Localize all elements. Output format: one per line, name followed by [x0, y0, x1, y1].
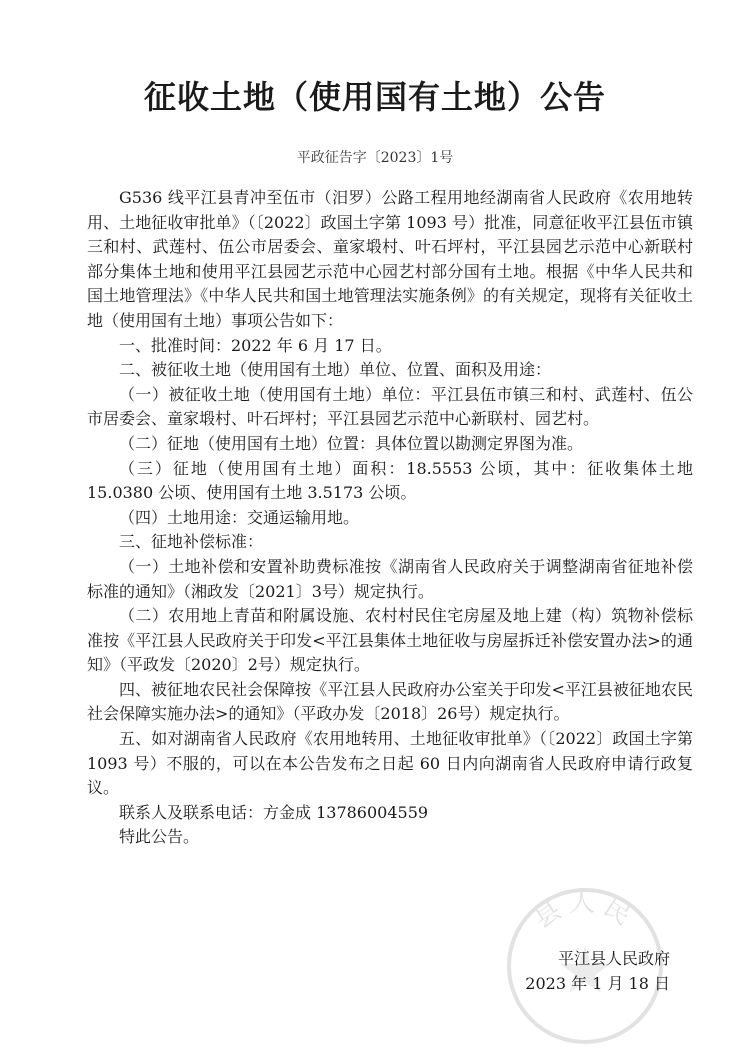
paragraph-land-location: （二）征地（使用国有土地）位置：具体位置以勘测定界图为准。: [119, 433, 584, 453]
paragraph-intro: G536 线平江县青冲至伍市（汨罗）公路工程用地经湖南省人民政府《农用地转用、土地征收审批单》（〔2022〕政国土字第 1093 号）批准，同意征收平江县伍市镇三和村、武莲村、伍公市居委会、童家塅村、叶石坪村，平江县园艺示范中心新联村部分集体土地和使用平江县园艺示范中心园艺村部分国有土地。根据《中华人民共和国土地管理法》《中华人民共和国土地管理法实施条例》的有关规定，现将有关征收土地（使用国有土地）事项公告如下：: [87, 188, 693, 330]
paragraph-land-area: （三）征地（使用国有土地）面积：18.5553 公顷，其中：征收集体土地 15.0380 公顷、使用国有土地 3.5173 公顷。: [87, 458, 693, 503]
paragraph-contact: 联系人及联系电话：方金成 13786004559: [119, 802, 429, 822]
paragraph-compensation-heading: 三、征地补偿标准：: [119, 532, 264, 552]
announcement-body: [87, 186, 693, 850]
paragraph-compensation-buildings: （二）农用地上青苗和附属设施、农村村民住宅房屋及地上建（构）筑物补偿标准按《平江县人民政府关于印发<平江县集体土地征收与房屋拆迁补偿安置办法>的通知》（平政发〔2020〕2号）规定执行。: [87, 606, 693, 675]
issuer-name: 平江县人民政府: [557, 949, 670, 968]
paragraph-closing: 特此公告。: [119, 827, 200, 847]
svg-text:县人民: [529, 888, 642, 935]
page-title: 征收土地（使用国有土地）公告: [143, 78, 606, 116]
paragraph-land-units: （一）被征收土地（使用国有土地）单位：平江县伍市镇三和村、武莲村、伍公市居委会、童家塅村、叶石坪村；平江县园艺示范中心新联村、园艺村。: [87, 384, 693, 429]
paragraph-land-heading: 二、被征收土地（使用国有土地）单位、位置、面积及用途：: [119, 360, 552, 380]
paragraph-compensation-land: （一）土地补偿和安置补助费标准按《湖南省人民政府关于调整湖南省征地补偿标准的通知》（湘政发〔2021〕3号）规定执行。: [87, 556, 693, 601]
paragraph-approval-time: 一、批准时间：2022 年 6 月 17 日。: [119, 335, 392, 355]
issue-date: 2023 年 1 月 18 日: [525, 973, 670, 993]
signature-block: [440, 947, 670, 996]
paragraph-land-use: （四）土地用途：交通运输用地。: [119, 507, 360, 527]
document-number: 平政征告字〔2023〕1号: [296, 150, 454, 166]
seal-text: 县人民: [528, 888, 642, 935]
paragraph-social-security: 四、被征地农民社会保障按《平江县人民政府办公室关于印发<平江县被征地农民社会保障实施办法>的通知》（平政办发〔2018〕26号）规定执行。: [87, 679, 693, 724]
paragraph-review: 五、如对湖南省人民政府《农用地转用、土地征收审批单》（〔2022〕政国土字第 1093 号）不服的，可以在本公告发布之日起 60 日内向湖南省人民政府申请行政复议。: [87, 729, 693, 798]
